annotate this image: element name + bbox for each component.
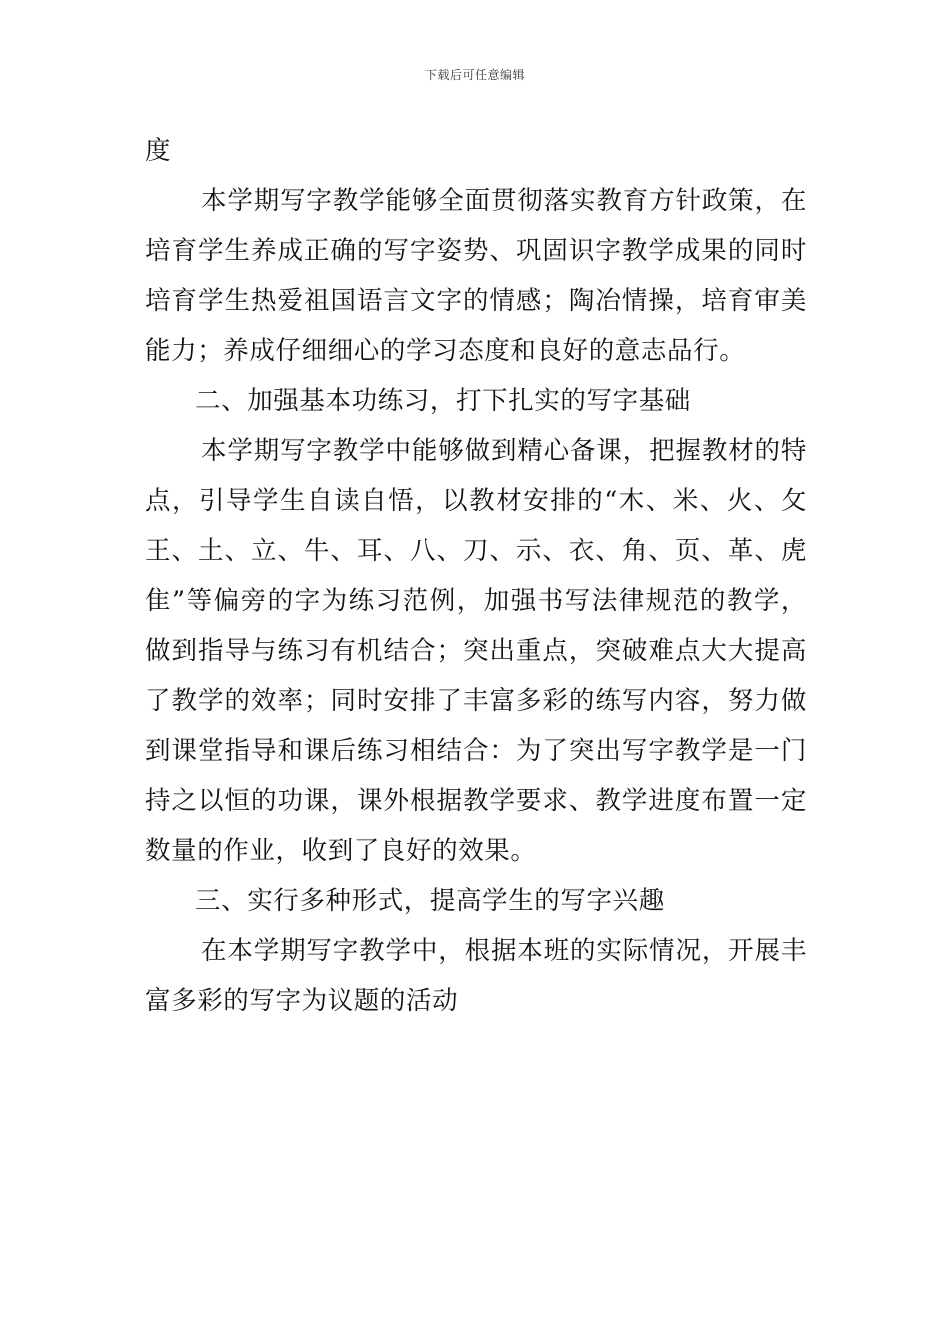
text-line: 度: [145, 136, 172, 166]
paragraph-first-line: 在本学期写字教学中，根据本班的实际情况，开展丰: [201, 936, 807, 966]
text-line: 培育学生养成正确的写字姿势、巩固识字教学成果的同时: [145, 236, 807, 266]
section-heading: 二、加强基本功练习，打下扎实的写字基础: [195, 386, 691, 416]
text-line: 做到指导与练习有机结合；突出重点，突破难点大大提高: [145, 636, 807, 666]
text-line: 点，引导学生自读自悟，以教材安排的“木、米、火、攵: [145, 486, 807, 516]
text-line: 富多彩的写字为议题的活动: [145, 986, 459, 1016]
text-line: 隹”等偏旁的字为练习范例，加强书写法律规范的教学，: [145, 586, 807, 616]
document-body: [145, 126, 807, 1026]
text-line: 能力；养成仔细细心的学习态度和良好的意志品行。: [145, 336, 746, 366]
text-line: 数量的作业，收到了良好的效果。: [145, 836, 537, 866]
header-note: 下载后可任意编辑: [424, 68, 525, 82]
paragraph-first-line: 本学期写字教学中能够做到精心备课，把握教材的特: [201, 436, 807, 466]
section-heading: 三、实行多种形式，提高学生的写字兴趣: [195, 886, 665, 916]
text-line: 持之以恒的功课，课外根据教学要求、教学进度布置一定: [145, 786, 807, 816]
text-line: 了教学的效率；同时安排了丰富多彩的练写内容，努力做: [145, 686, 807, 716]
text-line: 培育学生热爱祖国语言文字的情感；陶冶情操，培育审美: [145, 286, 807, 316]
paragraph-first-line: 本学期写字教学能够全面贯彻落实教育方针政策，在: [201, 186, 807, 216]
text-line: 到课堂指导和课后练习相结合：为了突出写字教学是一门: [145, 736, 807, 766]
text-line: 王、土、立、牛、耳、八、刀、示、衣、角、页、革、虎: [145, 536, 807, 566]
